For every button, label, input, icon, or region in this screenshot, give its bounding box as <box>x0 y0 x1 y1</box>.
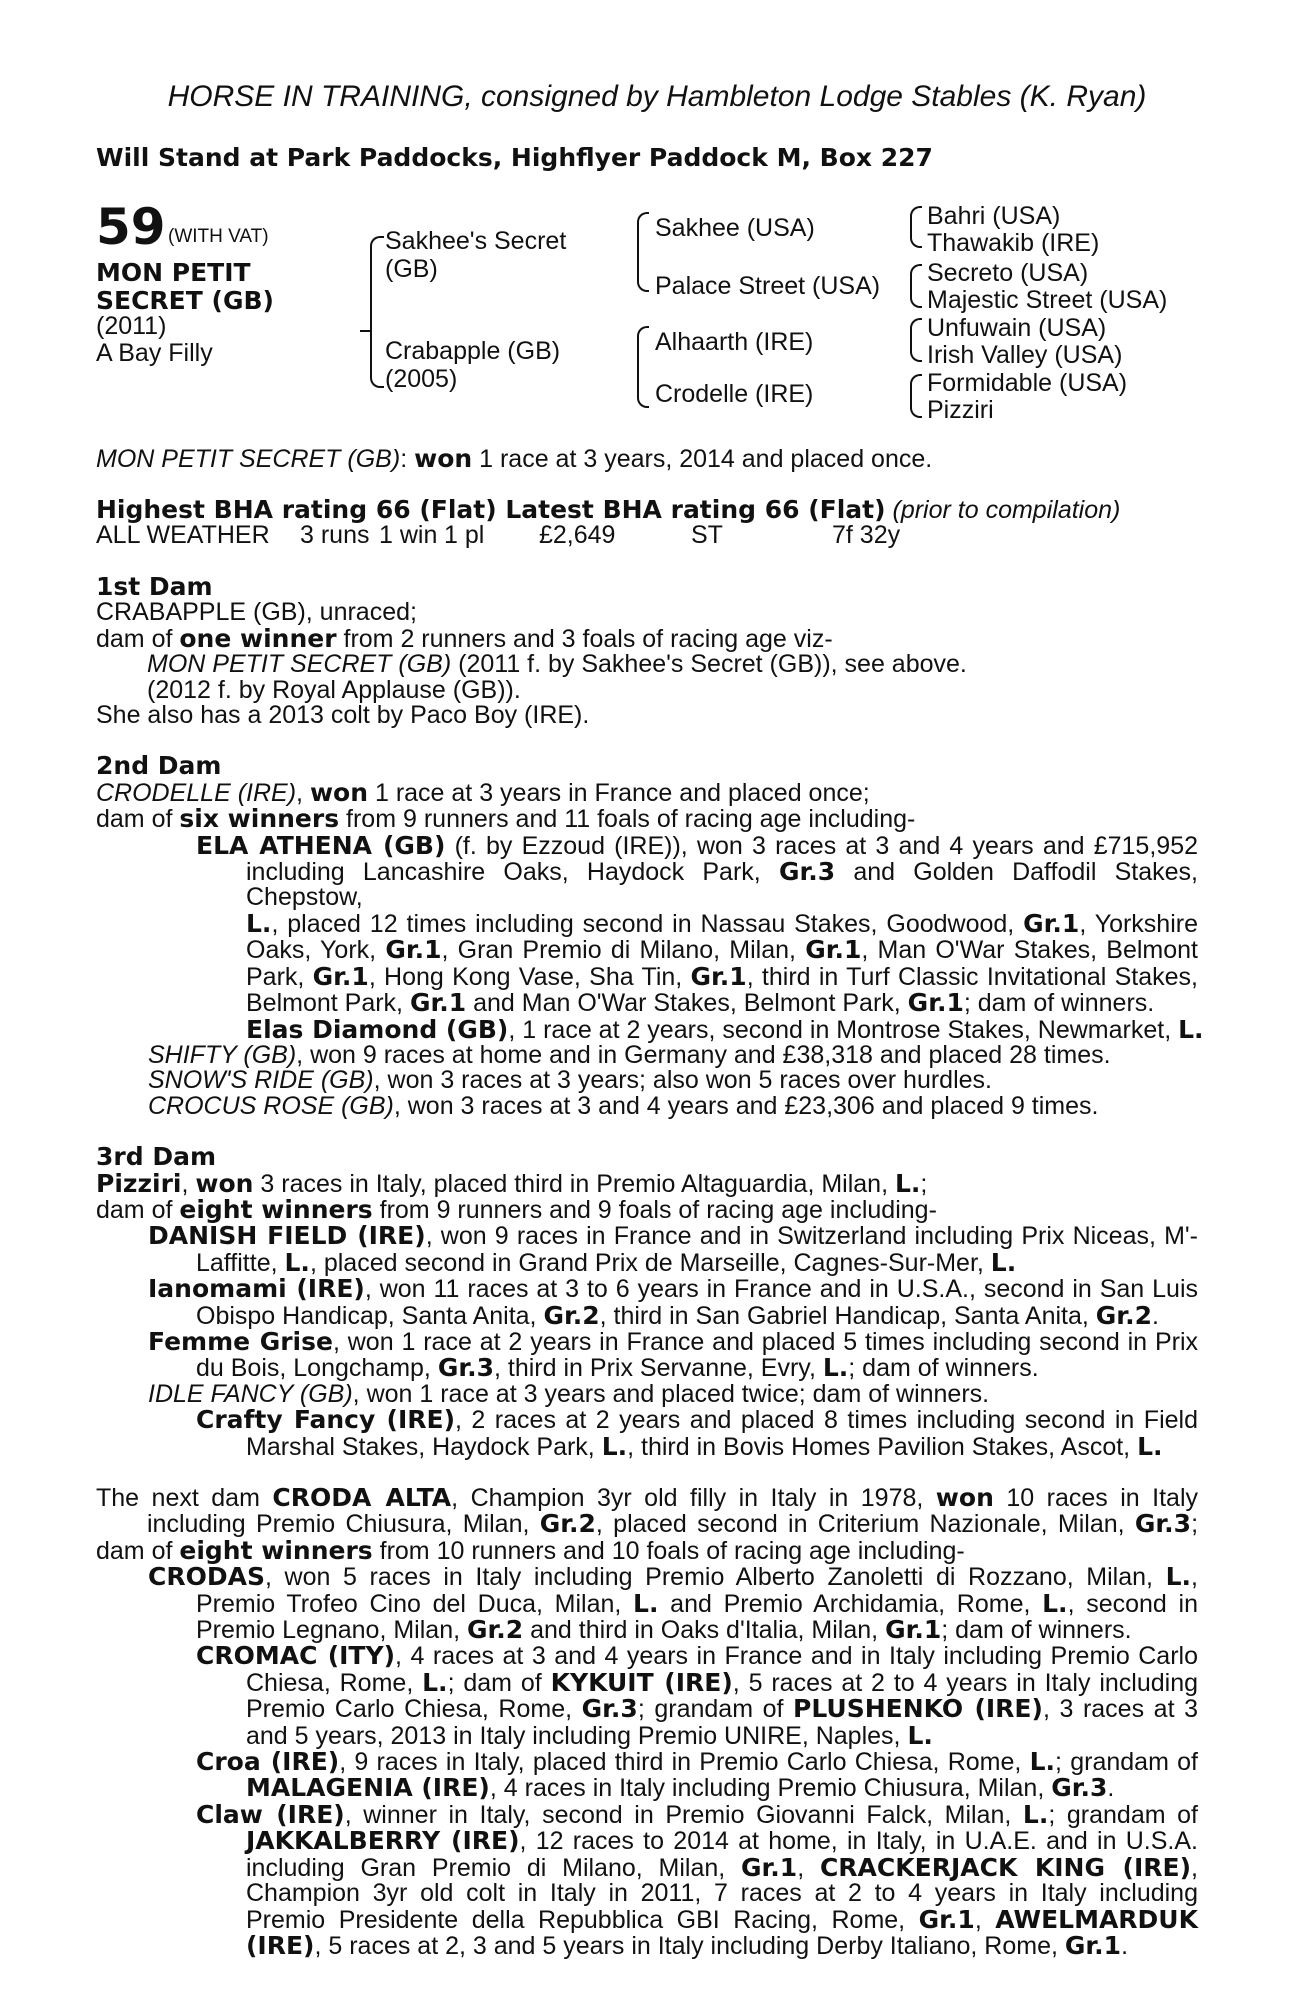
femme-grise-line1: Femme Grise, won 1 race at 2 years in France and placed 5 times including second in Prix <box>148 1326 1198 1356</box>
claw-line1: Claw (IRE), winner in Italy, second in Premio Giovanni Falck, Milan, L.; grandam of <box>196 1799 1198 1829</box>
pedigree-sire-sire: Sakhee (USA) <box>655 214 815 242</box>
stats-prize: £2,649 <box>539 521 616 549</box>
cromac-line3: Premio Carlo Chiesa, Rome, Gr.3; grandam of PLUSHENKO (IRE), 3 races at 3 <box>246 1694 1198 1724</box>
horse-name-line1: MON PETIT <box>96 258 251 287</box>
pedigree-sire-suffix: (GB) <box>385 255 438 283</box>
next-dam-line3: dam of eight winners from 10 runners and 10 foals of racing age including- <box>96 1535 965 1565</box>
ela-athena-line6: Belmont Park, Gr.1 and Man O'War Stakes, Belmont Park, Gr.1; dam of winners. <box>246 988 1155 1018</box>
stats-wins: 1 win <box>379 521 438 549</box>
dam2-line1: CRODELLE (IRE), won 1 race at 3 years in France and placed once; <box>96 777 870 807</box>
dam3-line2: dam of eight winners from 9 runners and 9 foals of racing age including- <box>96 1194 937 1224</box>
pedigree-sire: Sakhee's Secret <box>385 227 567 255</box>
crodas-line1: CRODAS, won 5 races in Italy including Premio Alberto Zanoletti di Rozzano, Milan, L., <box>148 1562 1198 1592</box>
pedigree-bracket-sire-line <box>637 212 649 292</box>
dam3-line1: Pizziri, won 3 races in Italy, placed third in Premio Altaguardia, Milan, L.; <box>96 1168 928 1198</box>
dam2-line2: dam of six winners from 9 runners and 11 foals of racing age including- <box>96 804 916 834</box>
pedigree-dam-dam: Crodelle (IRE) <box>655 380 814 408</box>
pedigree-bracket-g1 <box>910 206 922 248</box>
lot-vat-label: (WITH VAT) <box>168 226 269 247</box>
pedigree-dam-sire: Alhaarth (IRE) <box>655 328 814 356</box>
pedigree-gg6: Irish Valley (USA) <box>927 341 1123 369</box>
pedigree-bracket-g4 <box>910 374 922 418</box>
pedigree-gg1: Bahri (USA) <box>927 202 1061 230</box>
pedigree-gg4: Majestic Street (USA) <box>927 286 1168 314</box>
pedigree-gg5: Unfuwain (USA) <box>927 314 1107 342</box>
pedigree-bracket-dam <box>370 330 384 388</box>
dam1-line2: dam of one winner from 2 runners and 3 foals of racing age viz- <box>96 623 833 653</box>
dam1-line1: CRABAPPLE (GB), unraced; <box>96 598 417 627</box>
crocus-rose-line: CROCUS ROSE (GB), won 3 races at 3 and 4 years and £23,306 and placed 9 times. <box>148 1091 1099 1120</box>
stats-distance: 7f 32y <box>832 521 901 549</box>
crodas-line3: Premio Legnano, Milan, Gr.2 and third in Oaks d'Italia, Milan, Gr.1; dam of winners. <box>196 1615 1132 1645</box>
horse-name-line2: SECRET (GB) <box>96 286 274 315</box>
next-dam-line1: The next dam CRODA ALTA, Champion 3yr old filly in Italy in 1978, won 10 races in Italy <box>96 1483 1198 1512</box>
race-stats <box>96 522 900 549</box>
rating-bold: Highest BHA rating 66 (Flat) Latest BHA rating 66 (Flat) <box>96 495 886 524</box>
pedigree-bracket-sire <box>370 236 384 332</box>
snows-ride-line: SNOW'S RIDE (GB), won 3 races at 3 years; also won 5 races over hurdles. <box>148 1066 992 1095</box>
cromac-line2: Chiesa, Rome, L.; dam of KYKUIT (IRE), 5 races at 2 to 4 years in Italy including <box>246 1667 1199 1697</box>
dam2-heading: 2nd Dam <box>96 751 222 781</box>
summary-rest: 1 race at 3 years, 2014 and placed once. <box>472 445 933 473</box>
ela-athena-line2: including Lancashire Oaks, Haydock Park, Gr.3 and Golden Daffodil Stakes, Chepstow, <box>246 857 1198 912</box>
horse-name <box>96 259 274 315</box>
claw-line6: (IRE), 5 races at 2, 3 and 5 years in Italy including Derby Italiano, Rome, Gr.1. <box>246 1930 1129 1960</box>
elas-diamond-line: Elas Diamond (GB), 1 race at 2 years, second in Montrose Stakes, Newmarket, L. <box>246 1014 1204 1044</box>
lot-number: 59 <box>96 198 166 256</box>
dam3-heading: 3rd Dam <box>96 1142 216 1172</box>
claw-line2: JAKKALBERRY (IRE), 12 races to 2014 at home, in Italy, in U.A.E. and in U.S.A. <box>246 1826 1198 1856</box>
crafty-fancy-line2: Marshal Stakes, Haydock Park, L., third in Bovis Homes Pavilion Stakes, Ascot, L. <box>246 1431 1163 1461</box>
stats-surface: ALL WEATHER <box>96 521 270 549</box>
horse-year: (2011) <box>96 312 167 340</box>
stand-location: Will Stand at Park Paddocks, Highflyer Paddock M, Box 227 <box>96 143 933 172</box>
next-dam-line2: including Premio Chiusura, Milan, Gr.2, placed second in Criterium Nazionale, Milan, Gr.3; <box>147 1509 1199 1539</box>
dam1-foal1: MON PETIT SECRET (GB) (2011 f. by Sakhee's Secret (GB)), see above. <box>147 650 967 679</box>
summary-won: won <box>414 444 473 473</box>
claw-line4: Champion 3yr old colt in Italy in 2011, 7 races at 2 to 4 years in Italy including <box>246 1879 1198 1908</box>
pedigree-dam: Crabapple (GB) <box>385 337 561 365</box>
pedigree-bracket-tick <box>360 330 370 332</box>
dam1-colt: She also has a 2013 colt by Paco Boy (IRE). <box>96 701 590 730</box>
ela-athena-line3: L., placed 12 times including second in Nassau Stakes, Goodwood, Gr.1, Yorkshire <box>246 908 1198 938</box>
dam1-heading: 1st Dam <box>96 572 213 601</box>
claw-line5: Premio Presidente della Repubblica GBI Racing, Rome, Gr.1, AWELMARDUK <box>246 1904 1198 1934</box>
croa-line1: Croa (IRE), 9 races in Italy, placed third in Premio Carlo Chiesa, Rome, L.; grandam of <box>196 1747 1198 1777</box>
crafty-fancy-line1: Crafty Fancy (IRE), 2 races at 2 years and placed 8 times including second in Field <box>196 1405 1198 1435</box>
danish-field-line2: Laffitte, L., placed second in Grand Prix de Marseille, Cagnes-Sur-Mer, L. <box>196 1247 1017 1277</box>
ela-athena-line4: Oaks, York, Gr.1, Gran Premio di Milano, Milan, Gr.1, Man O'War Stakes, Belmont <box>246 935 1198 965</box>
horse-description: A Bay Filly <box>96 339 213 367</box>
stats-runs: 3 runs <box>300 521 370 549</box>
pedigree-gg7: Formidable (USA) <box>927 369 1128 397</box>
femme-grise-line2: du Bois, Longchamp, Gr.3, third in Prix Servanne, Evry, L.; dam of winners. <box>196 1353 1039 1383</box>
claw-line3: including Gran Premio di Milano, Milan, Gr.1, CRACKERJACK KING (IRE), <box>246 1852 1198 1882</box>
croa-line2: MALAGENIA (IRE), 4 races in Italy including Premio Chiusura, Milan, Gr.3. <box>246 1773 1115 1803</box>
ela-athena-line5: Park, Gr.1, Hong Kong Vase, Sha Tin, Gr.1, third in Turf Classic Invitational Stakes, <box>246 961 1198 991</box>
ela-athena-line1: ELA ATHENA (GB) (f. by Ezzoud (IRE)), won 3 races at 3 and 4 years and £715,952 <box>196 830 1198 860</box>
pedigree-bracket-g2 <box>910 264 922 308</box>
race-summary <box>96 445 932 473</box>
summary-colon: : <box>400 445 415 473</box>
pedigree-notes <box>96 572 1204 1960</box>
pedigree-sire-dam: Palace Street (USA) <box>655 272 881 300</box>
ianomami-line2: Obispo Handicap, Santa Anita, Gr.2, third in San Gabriel Handicap, Santa Anita, Gr.2. <box>196 1300 1159 1330</box>
pedigree-gg2: Thawakib (IRE) <box>927 229 1100 257</box>
pedigree-gg3: Secreto (USA) <box>927 259 1089 287</box>
stats-track: ST <box>691 521 723 549</box>
page-title: HORSE IN TRAINING, consigned by Hambleton Lodge Stables (K. Ryan) <box>167 80 1147 113</box>
bha-rating <box>96 496 1120 524</box>
summary-name: MON PETIT SECRET (GB) <box>96 445 401 473</box>
crodas-line2: Premio Trofeo Cino del Duca, Milan, L. and Premio Archidamia, Rome, L., second in <box>196 1588 1198 1618</box>
pedigree-bracket-dam-line <box>637 326 649 408</box>
dam1-foal2: (2012 f. by Royal Applause (GB)). <box>147 675 521 704</box>
danish-field-line1: DANISH FIELD (IRE), won 9 races in France and in Switzerland including Prix Niceas, M'- <box>148 1221 1198 1251</box>
ianomami-line1: Ianomami (IRE), won 11 races at 3 to 6 years in France and in U.S.A., second in San Luis <box>148 1274 1198 1304</box>
pedigree-gg8: Pizziri <box>927 396 994 424</box>
rating-note: (prior to compilation) <box>885 496 1121 524</box>
pedigree-dam-year: (2005) <box>385 365 458 393</box>
pedigree-bracket-g3 <box>910 318 922 362</box>
cromac-line4: and 5 years, 2013 in Italy including Premio UNIRE, Naples, L. <box>246 1720 933 1750</box>
idle-fancy-line: IDLE FANCY (GB), won 1 race at 3 years and placed twice; dam of winners. <box>148 1379 990 1408</box>
cromac-line1: CROMAC (ITY), 4 races at 3 and 4 years in France and in Italy including Premio Carlo <box>196 1641 1198 1671</box>
shifty-line: SHIFTY (GB), won 9 races at home and in Germany and £38,318 and placed 28 times. <box>148 1040 1111 1069</box>
stats-placed: 1 pl <box>444 521 485 549</box>
